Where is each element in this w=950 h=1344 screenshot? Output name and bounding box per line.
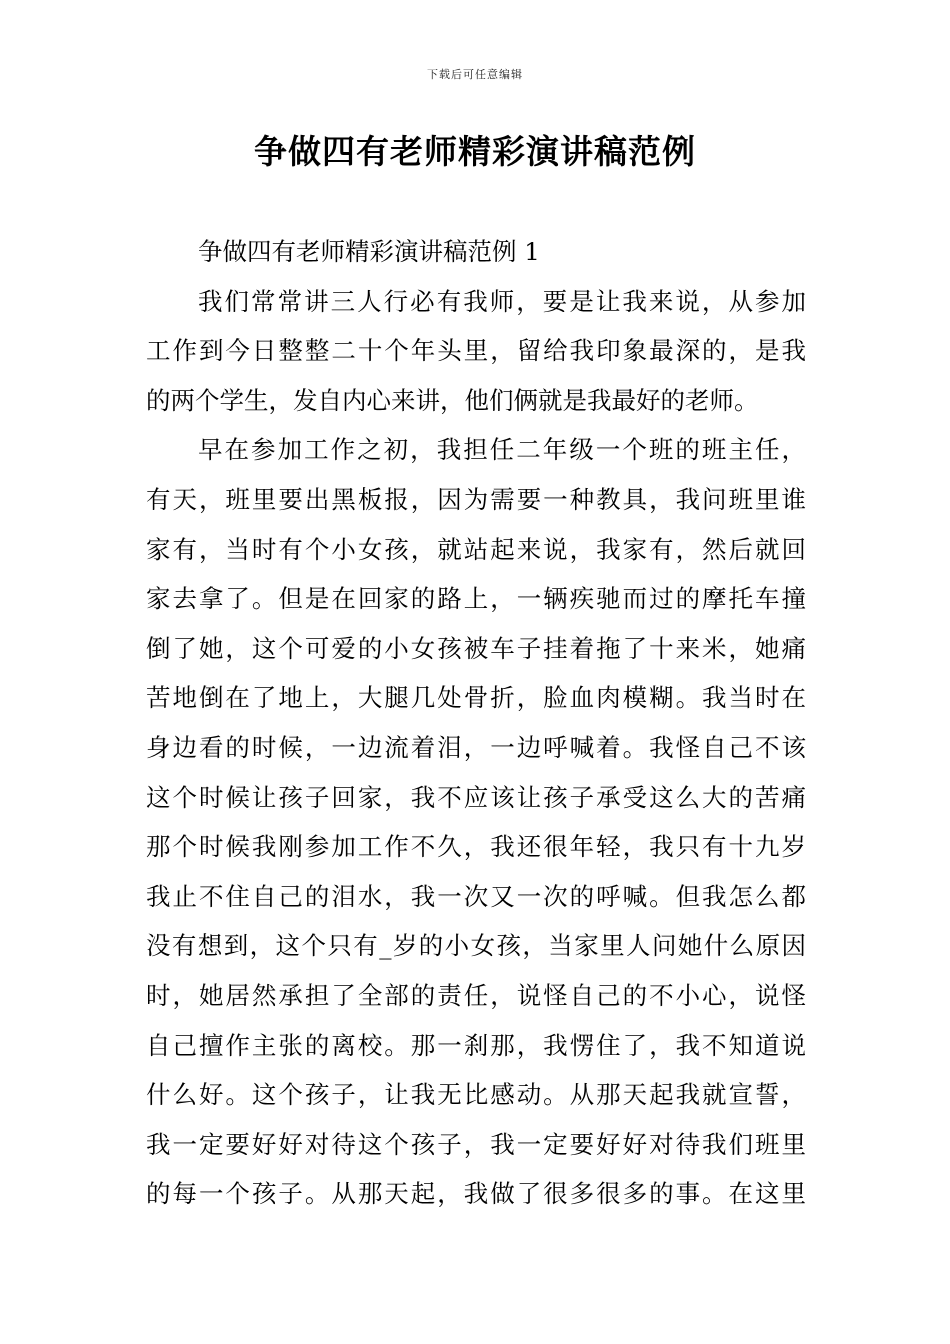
- header-note: 下载后可任意编辑: [427, 68, 523, 81]
- text-line: 倒了她，这个可爱的小女孩被车子挂着拖了十来米，她痛: [146, 633, 806, 663]
- text-line: 工作到今日整整二十个年头里，留给我印象最深的，是我: [146, 336, 806, 366]
- text-line: 自己擅作主张的离校。那一刹那，我愣住了，我不知道说: [146, 1030, 806, 1060]
- text-line: 我们常常讲三人行必有我师，要是让我来说，从参加: [198, 286, 806, 316]
- text-line: 我一定要好好对待这个孩子，我一定要好好对待我们班里: [146, 1129, 806, 1159]
- text-line: 苦地倒在了地上，大腿几处骨折，脸血肉模糊。我当时在: [146, 683, 806, 713]
- section-heading: 争做四有老师精彩演讲稿范例 1: [198, 237, 540, 266]
- text-line: 家去拿了。但是在回家的路上，一辆疾驰而过的摩托车撞: [146, 584, 806, 614]
- text-line: 身边看的时候，一边流着泪，一边呼喊着。我怪自己不该: [146, 732, 806, 762]
- text-line: 我止不住自己的泪水，我一次又一次的呼喊。但我怎么都: [146, 881, 806, 911]
- document-body: [146, 227, 806, 1219]
- text-line: 的每一个孩子。从那天起，我做了很多很多的事。在这里: [146, 1179, 806, 1209]
- text-line: 什么好。这个孩子，让我无比感动。从那天起我就宣誓，: [146, 1080, 806, 1110]
- text-line: 家有，当时有个小女孩，就站起来说，我家有，然后就回: [146, 534, 806, 564]
- text-line: 的两个学生，发自内心来讲，他们俩就是我最好的老师。: [146, 385, 759, 415]
- text-line: 早在参加工作之初，我担任二年级一个班的班主任，: [198, 435, 806, 465]
- text-line: 没有想到，这个只有_岁的小女孩，当家里人问她什么原因: [146, 931, 806, 961]
- document-title: 争做四有老师精彩演讲稿范例: [254, 132, 696, 171]
- text-line: 这个时候让孩子回家，我不应该让孩子承受这么大的苦痛: [146, 782, 806, 812]
- text-line: 那个时候我刚参加工作不久，我还很年轻，我只有十九岁: [146, 832, 806, 862]
- text-line: 时，她居然承担了全部的责任，说怪自己的不小心，说怪: [146, 980, 806, 1010]
- text-line: 有天，班里要出黑板报，因为需要一种教具，我问班里谁: [146, 484, 806, 514]
